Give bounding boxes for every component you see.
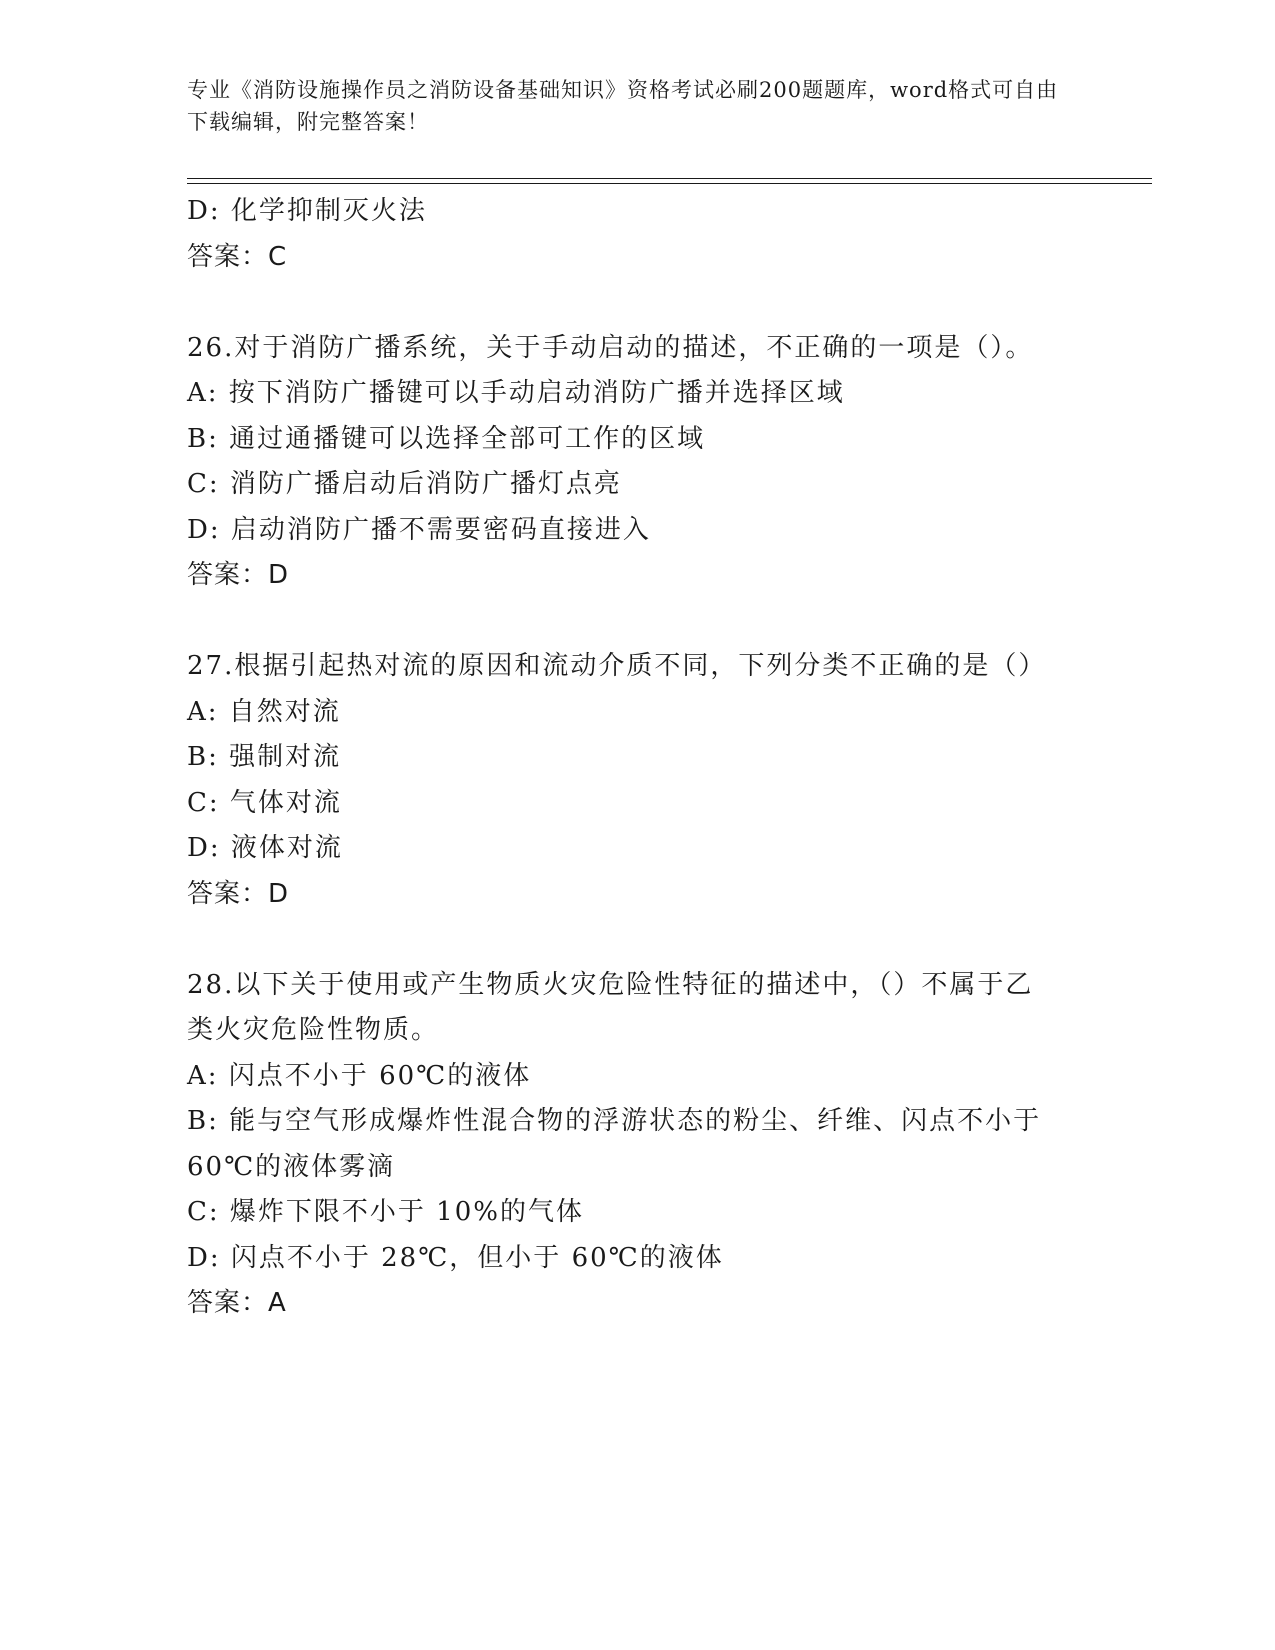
answer-line: 答案：D [187, 560, 290, 590]
question-gap [187, 917, 1087, 963]
option-a: A: 自然对流 [187, 696, 341, 727]
question-stem: 27.根据引起热对流的原因和流动介质不同，下列分类不正确的是（） [187, 651, 1047, 681]
option-b: B: 强制对流 [187, 742, 342, 772]
question-list [187, 189, 1087, 1327]
option-a: A: 闪点不小于 60℃的液体 [187, 1060, 532, 1091]
question-stem: 28.以下关于使用或产生物质火灾危险性特征的描述中，（）不属于乙 [187, 969, 1034, 1000]
option-d: D: 液体对流 [187, 833, 343, 863]
question-27 [187, 644, 1087, 917]
option-d: D: 启动消防广播不需要密码直接进入 [187, 514, 651, 545]
option-c: C: 消防广播启动后消防广播灯点亮 [187, 469, 622, 499]
question-gap [187, 599, 1087, 645]
question-gap [187, 280, 1087, 326]
option-c: C: 气体对流 [187, 787, 342, 818]
header-rule-top [187, 178, 1152, 179]
answer-line: 答案：C [187, 241, 288, 272]
question-stem-continued: 类火灾危险性物质。 [187, 1015, 440, 1045]
option-c: C: 爆炸下限不小于 10%的气体 [187, 1197, 584, 1227]
answer-line: 答案：A [187, 1288, 287, 1318]
option-b: B: 通过通播键可以选择全部可工作的区域 [187, 423, 706, 454]
answer-line: 答案：D [187, 878, 290, 909]
option-d: D: 闪点不小于 28℃，但小于 60℃的液体 [187, 1242, 724, 1273]
option-d-line: D: 化学抑制灭火法 [187, 196, 427, 226]
question-stem: 26.对于消防广播系统，关于手动启动的描述，不正确的一项是（）。 [187, 332, 1034, 363]
option-b: B: 能与空气形成爆炸性混合物的浮游状态的粉尘、纤维、闪点不小于 [187, 1106, 1042, 1136]
question-28 [187, 963, 1087, 1327]
option-a: A: 按下消防广播键可以手动启动消防广播并选择区域 [187, 378, 845, 408]
header-rule-bottom [187, 183, 1152, 184]
question-26 [187, 326, 1087, 599]
option-b-continued: 60℃的液体雾滴 [187, 1151, 396, 1182]
document-header: 专业《消防设施操作员之消防设备基础知识》资格考试必刷200题题库，word格式可自由下载编辑，附完整答案！ [187, 78, 1059, 134]
